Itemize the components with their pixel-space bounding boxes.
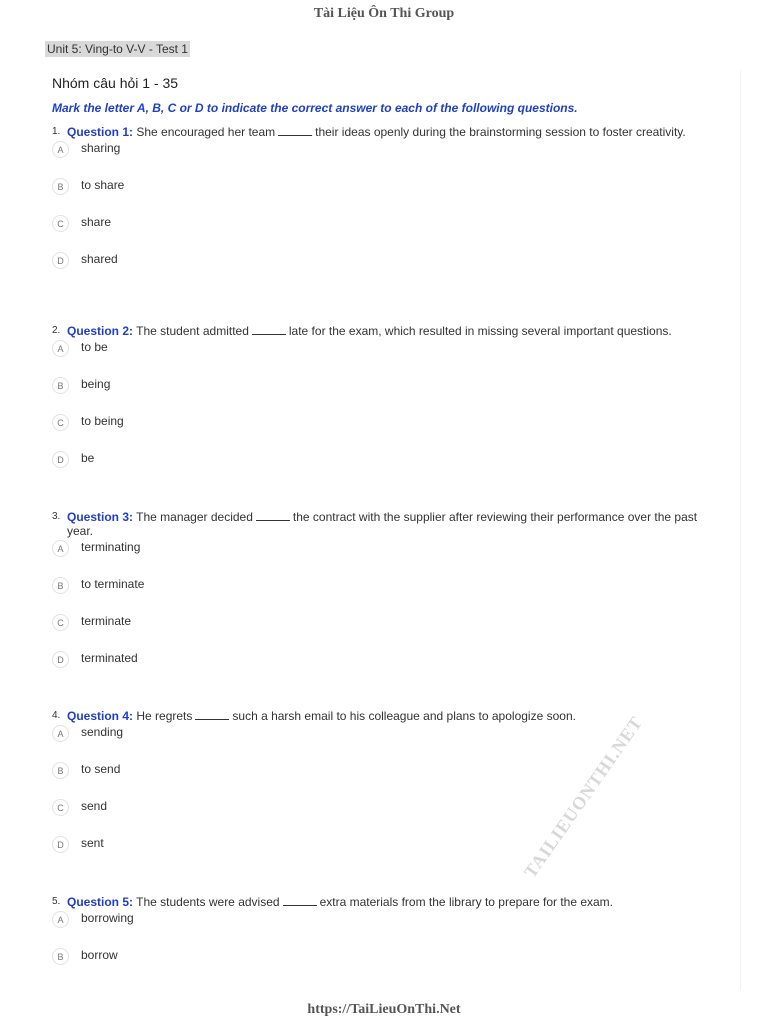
option-c[interactable] bbox=[52, 798, 712, 835]
option-b[interactable] bbox=[52, 947, 712, 984]
option-letter[interactable]: A bbox=[52, 141, 69, 158]
question-text-before: The manager decided bbox=[136, 510, 253, 524]
question-number: 1. bbox=[52, 126, 61, 137]
question-number: 3. bbox=[52, 511, 61, 522]
option-letter[interactable]: A bbox=[52, 340, 69, 357]
answer-blank bbox=[195, 710, 229, 720]
question-2 bbox=[52, 324, 712, 487]
option-letter[interactable]: B bbox=[52, 762, 69, 779]
question-stem bbox=[52, 324, 712, 338]
question-text-before: The student admitted bbox=[136, 324, 249, 338]
answer-blank bbox=[283, 896, 317, 906]
question-4 bbox=[52, 709, 712, 872]
question-label: Question 2: bbox=[67, 324, 134, 338]
answer-blank bbox=[252, 325, 286, 335]
option-text[interactable]: being bbox=[81, 377, 111, 391]
option-text[interactable]: to being bbox=[81, 414, 124, 428]
option-text[interactable]: share bbox=[81, 215, 112, 229]
question-number: 5. bbox=[52, 896, 61, 907]
option-text[interactable]: shared bbox=[81, 252, 118, 266]
option-letter[interactable]: D bbox=[52, 451, 69, 468]
option-d[interactable] bbox=[52, 251, 712, 288]
option-text[interactable]: to share bbox=[81, 178, 125, 192]
option-a[interactable] bbox=[52, 140, 712, 177]
answer-options bbox=[52, 339, 712, 487]
question-text-before: He regrets bbox=[136, 709, 193, 723]
option-letter[interactable]: A bbox=[52, 911, 69, 928]
question-number: 4. bbox=[52, 710, 61, 721]
question-3 bbox=[52, 510, 712, 687]
option-letter[interactable]: A bbox=[52, 725, 69, 742]
option-c[interactable] bbox=[52, 214, 712, 251]
question-5 bbox=[52, 895, 712, 984]
answer-options bbox=[52, 140, 712, 288]
question-label: Question 5: bbox=[67, 895, 134, 909]
option-b[interactable] bbox=[52, 177, 712, 214]
question-stem bbox=[52, 895, 712, 909]
option-text[interactable]: be bbox=[81, 451, 95, 465]
option-letter[interactable]: D bbox=[52, 651, 69, 668]
question-text-before: She encouraged her team bbox=[136, 125, 276, 139]
option-c[interactable] bbox=[52, 413, 712, 450]
option-a[interactable] bbox=[52, 539, 712, 576]
question-text-after: such a harsh email to his colleague and plans to apologize soon. bbox=[232, 709, 576, 723]
option-text[interactable]: borrow bbox=[81, 948, 118, 962]
option-text[interactable]: terminated bbox=[81, 651, 138, 665]
question-number: 2. bbox=[52, 325, 61, 336]
option-letter[interactable]: D bbox=[52, 252, 69, 269]
option-text[interactable]: to send bbox=[81, 762, 121, 776]
unit-tag: Unit 5: Ving-to V-V - Test 1 bbox=[47, 42, 188, 56]
question-stem bbox=[52, 125, 712, 139]
site-header: Tài Liệu Ôn Thi Group bbox=[313, 6, 455, 21]
option-b[interactable] bbox=[52, 376, 712, 413]
option-d[interactable] bbox=[52, 650, 712, 687]
option-text[interactable]: terminate bbox=[81, 614, 132, 628]
option-a[interactable] bbox=[52, 910, 712, 947]
watermark: TAILIEUONTHI.NET bbox=[520, 712, 647, 882]
option-letter[interactable]: C bbox=[52, 799, 69, 816]
option-text[interactable]: borrowing bbox=[81, 911, 134, 925]
option-letter[interactable]: B bbox=[52, 948, 69, 965]
option-letter[interactable]: D bbox=[52, 836, 69, 853]
section-title: Nhóm câu hỏi 1 - 35 bbox=[52, 75, 179, 91]
option-text[interactable]: sharing bbox=[81, 141, 121, 155]
option-text[interactable]: sending bbox=[81, 725, 124, 739]
option-text[interactable]: terminating bbox=[81, 540, 141, 554]
question-1 bbox=[52, 125, 712, 288]
question-text-after: extra materials from the library to prepare for the exam. bbox=[319, 895, 614, 909]
option-a[interactable] bbox=[52, 339, 712, 376]
option-letter[interactable]: A bbox=[52, 540, 69, 557]
option-letter[interactable]: B bbox=[52, 577, 69, 594]
question-stem bbox=[52, 709, 712, 723]
content-frame-border bbox=[740, 70, 741, 990]
question-text-before: The students were advised bbox=[136, 895, 280, 909]
option-letter[interactable]: C bbox=[52, 215, 69, 232]
option-letter[interactable]: C bbox=[52, 414, 69, 431]
question-label: Question 3: bbox=[67, 510, 134, 524]
option-d[interactable] bbox=[52, 835, 712, 872]
question-text-after: their ideas openly during the brainstorming session to foster creativity. bbox=[315, 125, 686, 139]
question-stem bbox=[52, 510, 712, 538]
site-footer-url: https://TaiLieuOnThi.Net bbox=[307, 1002, 461, 1017]
question-text-after: the contract with the supplier after reviewing their performance over the past year. bbox=[67, 510, 698, 538]
option-d[interactable] bbox=[52, 450, 712, 487]
answer-options bbox=[52, 539, 712, 687]
question-label: Question 4: bbox=[67, 709, 134, 723]
option-b[interactable] bbox=[52, 576, 712, 613]
option-letter[interactable]: B bbox=[52, 377, 69, 394]
answer-blank bbox=[278, 126, 312, 136]
option-text[interactable]: to terminate bbox=[81, 577, 145, 591]
question-text-after: late for the exam, which resulted in missing several important questions. bbox=[288, 324, 672, 338]
option-letter[interactable]: C bbox=[52, 614, 69, 631]
instruction-text: Mark the letter A, B, C or D to indicate the correct answer to each of the following questions. bbox=[52, 101, 578, 115]
option-letter[interactable]: B bbox=[52, 178, 69, 195]
answer-options bbox=[52, 910, 712, 984]
answer-blank bbox=[256, 511, 290, 521]
option-text[interactable]: send bbox=[81, 799, 108, 813]
question-label: Question 1: bbox=[67, 125, 134, 139]
option-c[interactable] bbox=[52, 613, 712, 650]
option-text[interactable]: to be bbox=[81, 340, 108, 354]
option-text[interactable]: sent bbox=[81, 836, 104, 850]
